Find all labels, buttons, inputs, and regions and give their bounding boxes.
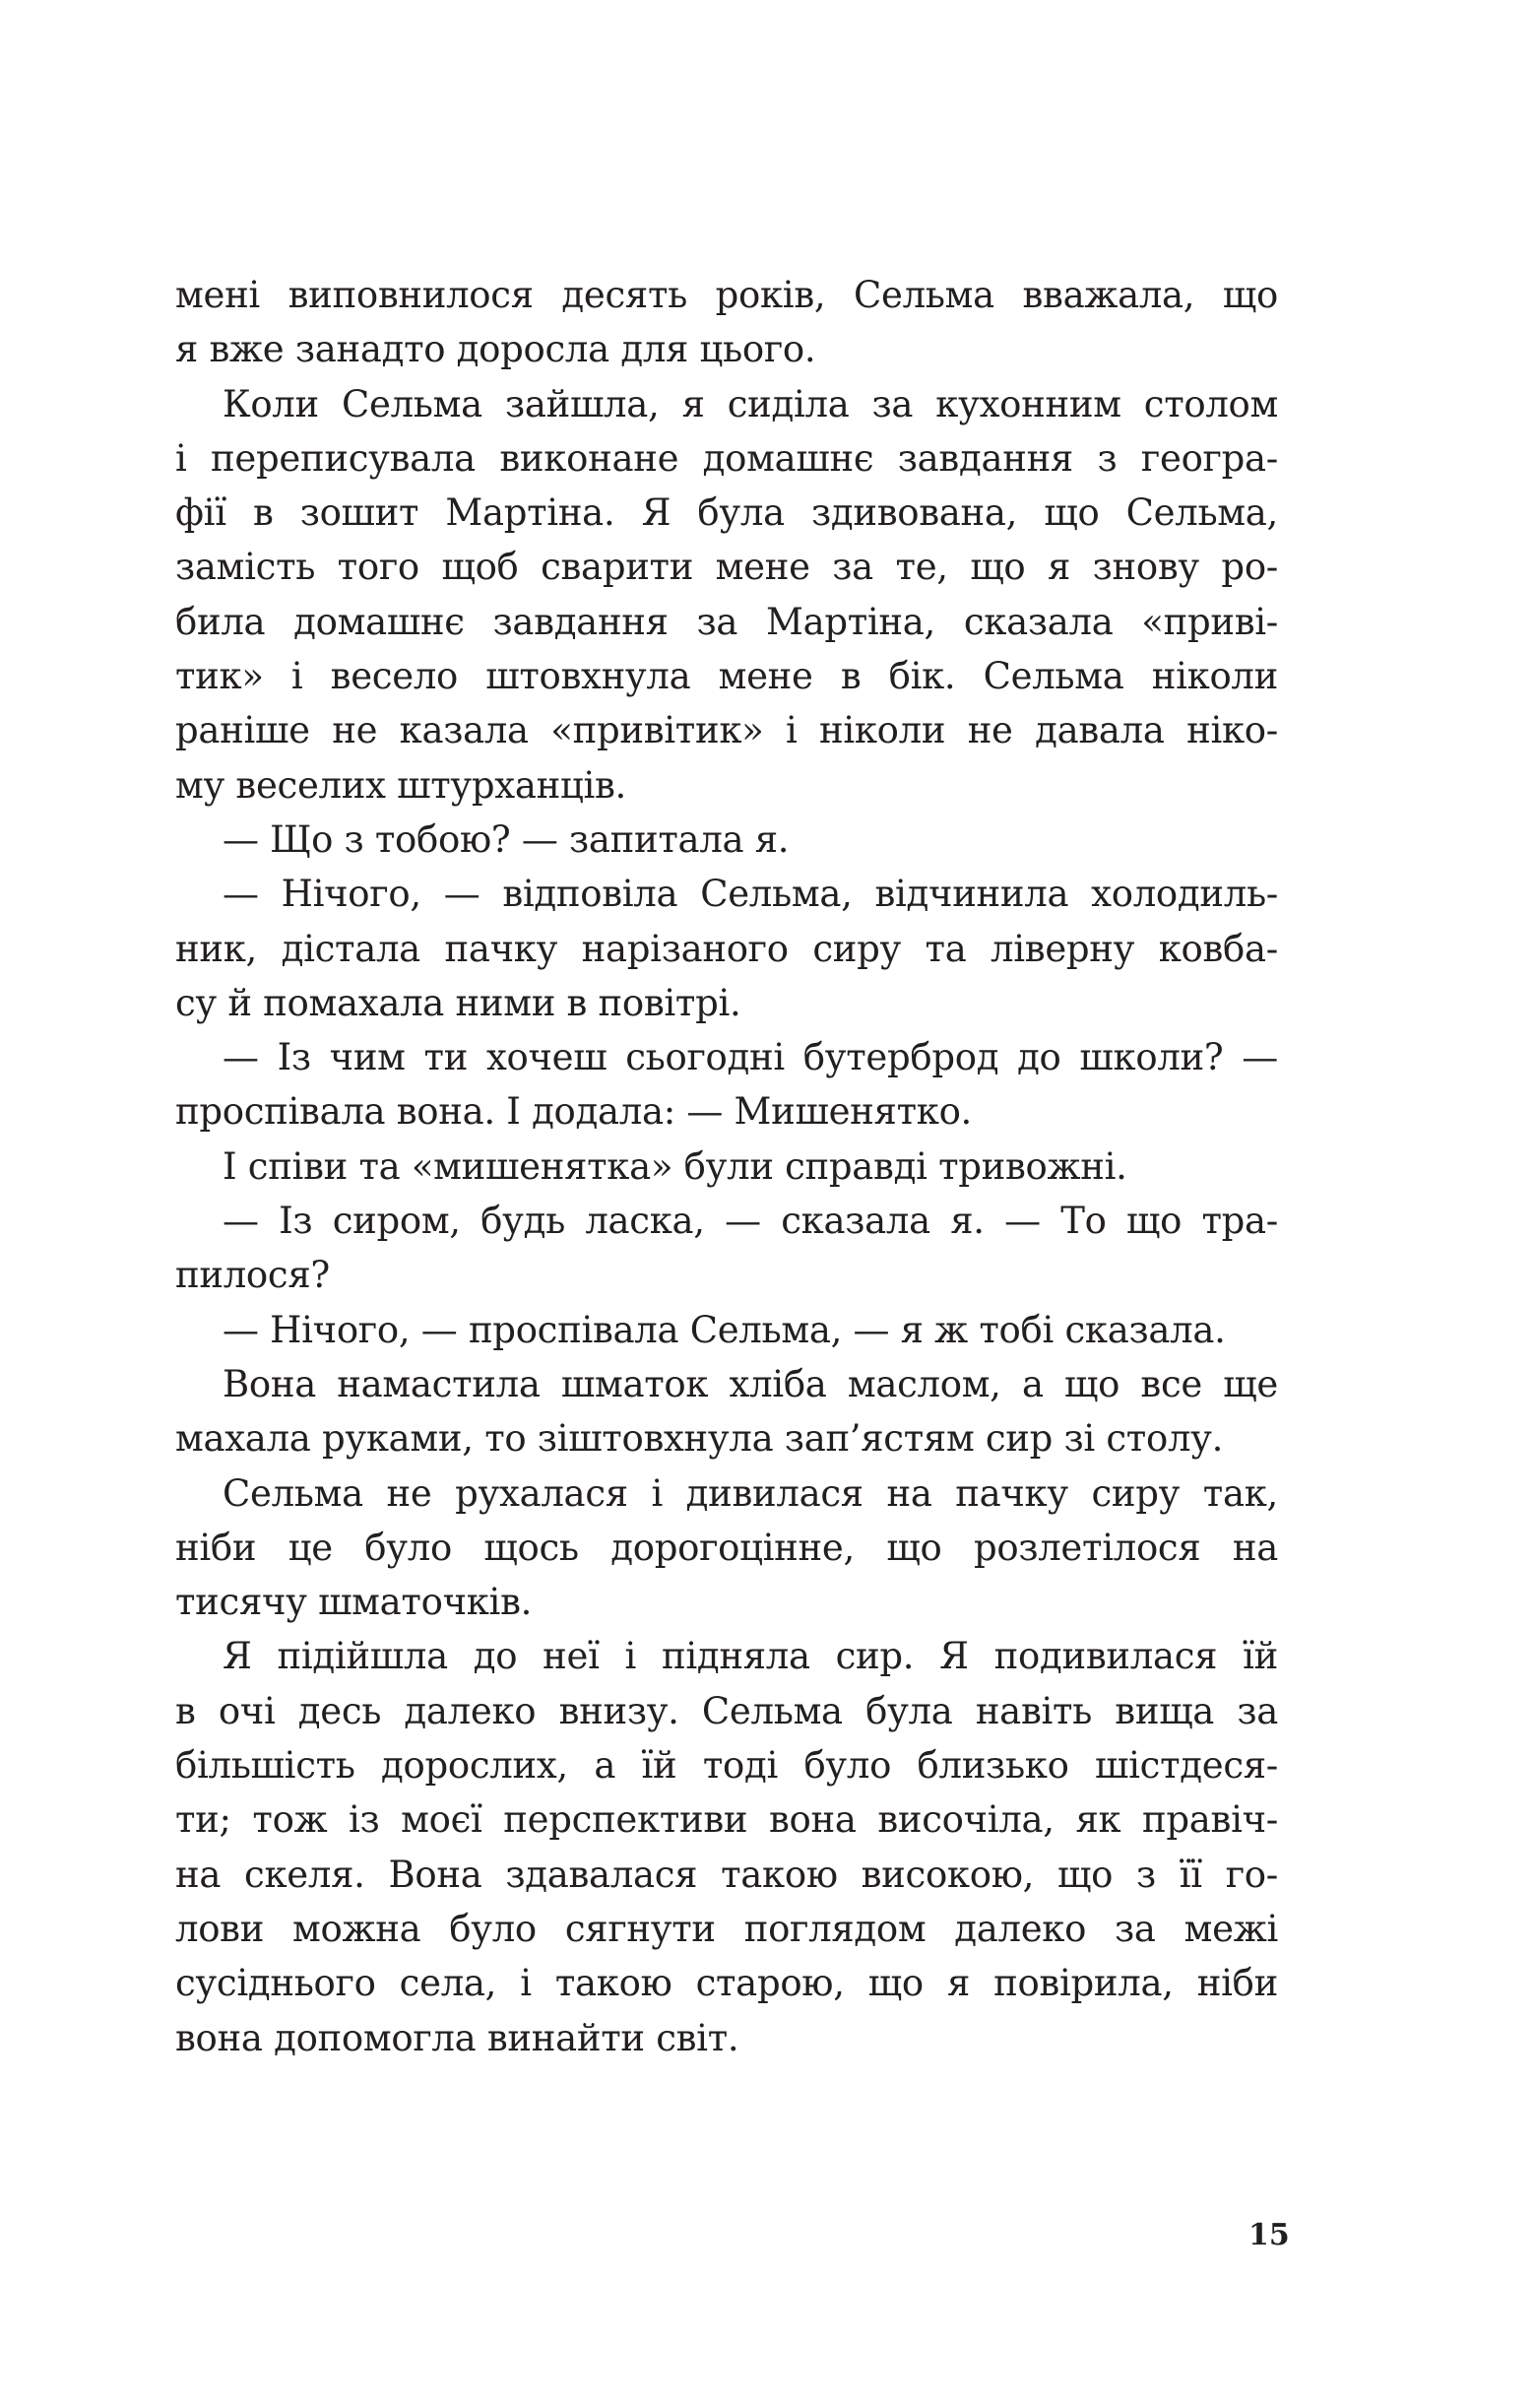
- text-line: Сельма не рухалася і дивилася на пачку сиру так,: [223, 1471, 1278, 1515]
- text-line: — Із сиром, будь ласка, — сказала я. — То що тра-: [223, 1200, 1278, 1243]
- text-line: — Що з тобою? — запитала я.: [223, 817, 790, 861]
- text-line: тик» і весело штовхнула мене в бік. Сельма ніколи: [175, 655, 1278, 698]
- text-line: Коли Сельма зайшла, я сиділа за кухонним столом: [223, 382, 1278, 425]
- text-line: — Нічого, — відповіла Сельма, відчинила холодиль-: [223, 873, 1278, 916]
- text-line: — Нічого, — проспівала Сельма, — я ж тобі сказала.: [223, 1308, 1226, 1351]
- text-line: ник, дістала пачку нарізаного сиру та ліверну ковба-: [175, 927, 1278, 970]
- text-line: лови можна було сягнути поглядом далеко за межі: [175, 1907, 1278, 1950]
- text-line: раніше не казала «привітик» і ніколи не давала ніко-: [175, 709, 1278, 752]
- text-line: била домашнє завдання за Мартіна, сказала «приві-: [175, 600, 1278, 643]
- text-line: більшість дорослих, а їй тоді було близько шістдеся-: [175, 1744, 1278, 1788]
- text-line: ніби це було щось дорогоцінне, що розлетілося на: [175, 1526, 1278, 1569]
- text-line: на скеля. Вона здавалася такою високою, що з її го-: [175, 1853, 1278, 1896]
- text-line: і переписувала виконане домашнє завдання з геогра-: [175, 436, 1278, 480]
- text-line: Вона намастила шматок хліба маслом, а що все ще: [223, 1362, 1278, 1405]
- text-line: ти; тож із моєї перспективи вона височіла, як правіч-: [175, 1798, 1278, 1842]
- text-line: в очі десь далеко внизу. Сельма була навіть вища за: [175, 1689, 1278, 1732]
- page-number: 15: [1248, 2218, 1290, 2252]
- text-line: — Із чим ти хочеш сьогодні бутерброд до школи? —: [223, 1036, 1278, 1079]
- text-line: мені виповнилося десять років, Сельма вважала, що: [175, 274, 1278, 316]
- text-line: Я підійшла до неї і підняла сир. Я подивилася їй: [223, 1635, 1278, 1678]
- text-line: замість того щоб сварити мене за те, що я знову ро-: [175, 546, 1278, 589]
- text-line: сусіднього села, і такою старою, що я повірила, ніби: [175, 1962, 1278, 2005]
- text-line: махала руками, то зіштовхнула зап’ястям сир зі столу.: [175, 1417, 1224, 1461]
- text-line: пилося?: [175, 1254, 330, 1297]
- text-line: фії в зошит Мартіна. Я була здивована, що Сельма,: [175, 491, 1278, 535]
- body-text: [175, 268, 1278, 2065]
- text-line: су й помахала ними в повітрі.: [175, 981, 741, 1024]
- text-line: тисячу шматочків.: [175, 1581, 533, 1624]
- text-line: му веселих штурханців.: [175, 763, 626, 807]
- text-line: І співи та «мишенятка» були справді тривожні.: [223, 1144, 1127, 1188]
- text-line: я вже занадто доросла для цього.: [175, 328, 816, 371]
- text-line: вона допомогла винайти світ.: [175, 2016, 739, 2059]
- text-line: проспівала вона. І додала: — Мишенятко.: [175, 1090, 973, 1134]
